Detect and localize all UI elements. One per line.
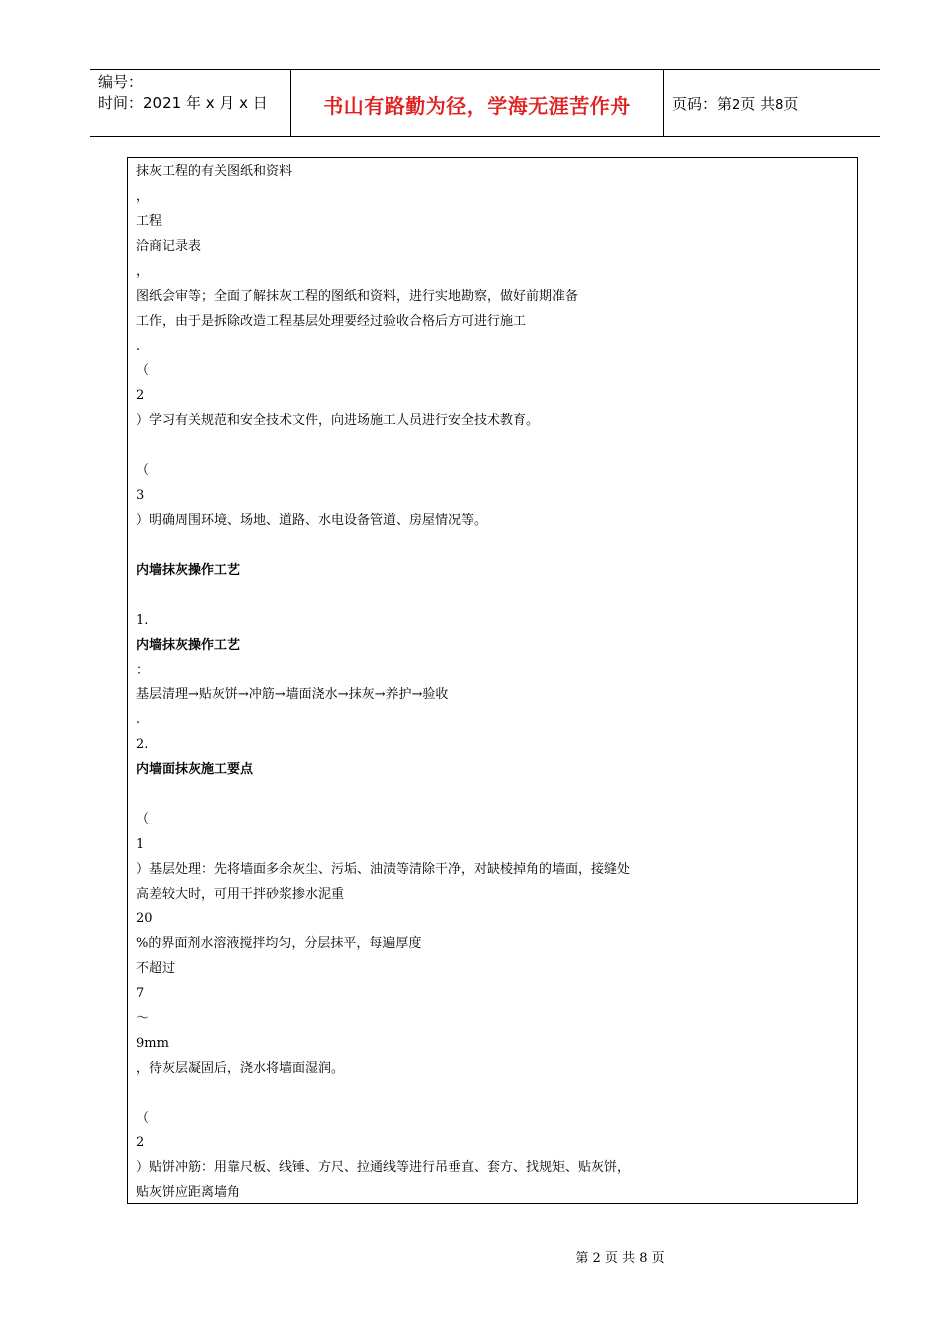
body-line: 2	[136, 388, 145, 403]
body-line: 2	[136, 1135, 145, 1150]
body-line: 工作，由于是拆除改造工程基层处理要经过验收合格后方可进行施工	[136, 314, 527, 329]
page-current: 2	[732, 98, 741, 113]
body-line: ）学习有关规范和安全技术文件，向进场施工人员进行安全技术教育。	[136, 413, 540, 428]
body-line: ，	[136, 264, 150, 279]
body-line: （	[136, 363, 150, 378]
body-line: .	[136, 712, 141, 727]
body-line: ～	[136, 1011, 150, 1026]
header-bottom-rule	[90, 136, 880, 137]
body-line: ，待灰层凝固后，浇水将墙面湿润。	[136, 1061, 345, 1076]
doc-time-label: 时间：2021 年 x 月 x 日	[98, 94, 268, 112]
body-line: 1	[136, 837, 145, 852]
body-line: 不超过	[136, 961, 176, 976]
body-line: 7	[136, 986, 145, 1001]
body-line: 20	[136, 911, 153, 926]
section-heading: 内墙抹灰操作工艺	[136, 563, 241, 578]
doc-number-label: 编号：	[98, 73, 144, 91]
page-footer	[0, 1247, 950, 1266]
section-heading: 内墙抹灰操作工艺	[136, 638, 241, 653]
header-motto: 书山有路勤为径，学海无涯苦作舟	[323, 94, 631, 118]
footer-page-number: 第 2 页 共 8 页	[575, 1251, 665, 1266]
body-line: ：	[136, 663, 150, 678]
header-page-indicator	[672, 93, 798, 114]
body-line: （	[136, 1111, 150, 1126]
section-heading: 内墙面抹灰施工要点	[136, 762, 254, 777]
body-line: 1.	[136, 613, 149, 628]
body-line: 9mm	[136, 1036, 169, 1051]
page-suffix: 页	[783, 95, 799, 113]
body-line: 2.	[136, 737, 149, 752]
page-prefix: 页码：第	[672, 95, 733, 113]
body-line: ，	[136, 189, 150, 204]
header-meta	[98, 72, 268, 114]
body-line: 抹灰工程的有关图纸和资料	[136, 164, 293, 179]
body-line: 工程	[136, 214, 163, 229]
body-line: 3	[136, 488, 145, 503]
body-line: 洽商记录表	[136, 239, 202, 254]
body-line: ）贴饼冲筋：用靠尺板、线锤、方尺、拉通线等进行吊垂直、套方、找规矩、贴灰饼，	[136, 1160, 631, 1175]
body-line: 图纸会审等；全面了解抹灰工程的图纸和资料，进行实地勘察，做好前期准备	[136, 289, 579, 304]
body-line: 基层清理→贴灰饼→冲筋→墙面浇水→抹灰→养护→验收	[136, 687, 449, 702]
header-top-rule	[90, 69, 880, 70]
body-line: 高差较大时，可用干拌砂浆掺水泥重	[136, 887, 345, 902]
body-line: （	[136, 463, 150, 478]
body-line: ）明确周围环境、场地、道路、水电设备管道、房屋情况等。	[136, 513, 488, 528]
header-divider-right	[663, 69, 664, 136]
page-total: 8	[775, 98, 784, 113]
body-line: .	[136, 339, 141, 354]
body-line: 贴灰饼应距离墙角	[136, 1185, 241, 1200]
body-line: ）基层处理：先将墙面多余灰尘、污垢、油渍等清除干净，对缺棱掉角的墙面，接缝处	[136, 862, 631, 877]
body-line: （	[136, 812, 150, 827]
body-line: %的界面剂水溶液搅拌均匀，分层抹平，每遍厚度	[136, 936, 422, 951]
page-middle: 页 共	[740, 95, 776, 113]
